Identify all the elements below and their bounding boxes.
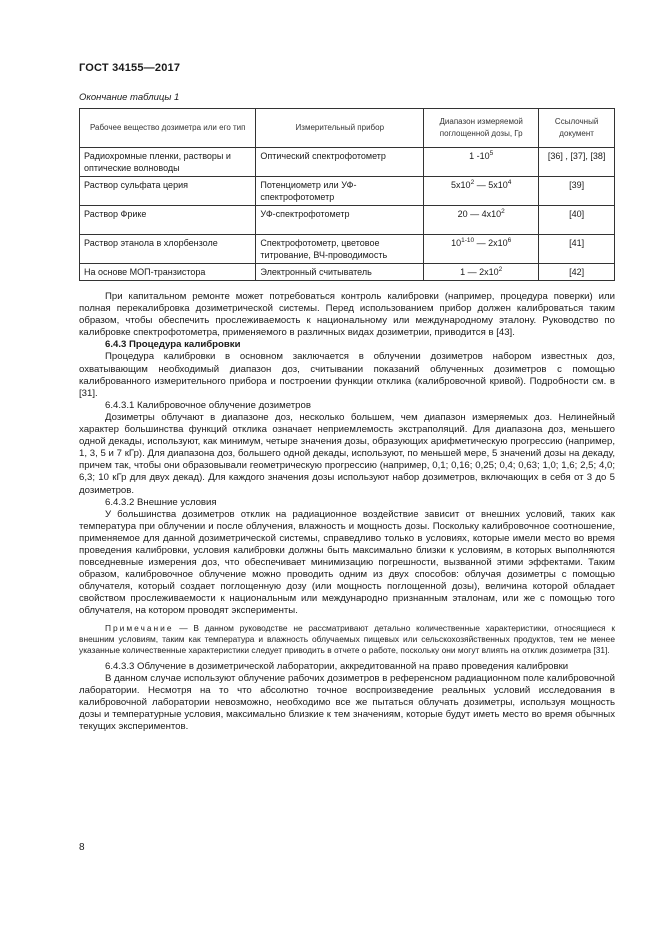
cell-reference: [36] , [37], [38] [539, 148, 615, 177]
cell-reference: [41] [539, 235, 615, 264]
cell-substance: На основе МОП-транзистора [80, 264, 256, 281]
column-header: Рабочее вещество дозиметра или его тип [80, 109, 256, 148]
table-row [80, 148, 615, 177]
column-header: Ссылочный документ [539, 109, 615, 148]
table-row [80, 235, 615, 264]
paragraph: В данном случае используют облучение рабочих дозиметров в референсном радиационном поле калибровочной лаборатории. Несмотря на то что абсолютно точное воспроизведение реальных условий исследования в калибровочной лаборатории невозможно, необходимо все же пытаться облучать дозиметры, используя мощность дозы и температурные условия, максимально близкие к тем значениям, которые будут иметь место во время обычных текущих экспериментов. [79, 672, 615, 732]
intro-paragraph: При капитальном ремонте может потребоваться контроль калибровки (например, процедура поверки) или полная перекалибровка дозиметрической системы. Перед использованием прибор должен калиброваться таким образом, чтобы обеспечить прослеживаемость к национальному или международному эталону. Руководство по калибровке спектрофотометра, применяемого в различных видах дозиметрии, приводится в [43]. [79, 291, 615, 339]
table-caption: Окончание таблицы 1 [79, 92, 180, 103]
subsection-heading: 6.4.3.2 Внешние условия [105, 496, 217, 508]
column-header: Измерительный прибор [256, 109, 424, 148]
section-heading: 6.4.3 Процедура калибровки [105, 339, 241, 351]
paragraph: Процедура калибровки в основном заключается в облучении дозиметров набором известных доз, охватывающим необходимый диапазон доз, считывании показаний облученных дозиметров с помощью калиброванного измерительного прибора и построении функции отклика (калибровочной кривой). Подробности см. в [31]. [79, 351, 615, 399]
cell-device: УФ-спектрофотометр [256, 206, 424, 235]
table-header-row [80, 109, 615, 148]
cell-range: 1 — $2х10^2$ [424, 264, 539, 281]
cell-substance: Радиохромные пленки, растворы и оптические волноводы [80, 148, 256, 177]
note-label: Примечание [105, 622, 174, 633]
dosimeter-table [79, 108, 615, 281]
paragraph: У большинства дозиметров отклик на радиационное воздействие зависит от внешних условий, таких как температура при облучении и после облучения, влажность и мощность дозы. Поскольку калибровочное соотношение, применяемое для данной дозиметрической системы, справедливо только в условиях, которые имели место во время проведения калибровки, условия калибровки должны быть максимально близки к условиям, в которых выполняются повседневные измерения доз, что обеспечивает минимизацию погрешности, вызванной этими эффектами. Таким образом, калибровочное облучение можно проводить одним из двух способов: облучая дозиметры с помощью облучателя, который создает поглощенную дозу (или мощность поглощенной дозы), величина которой обладает свойством прослеживаемости к национальным или международно признанным эталонам, или же с помощью того облучателя, на котором проводят эксперименты. [79, 508, 615, 617]
cell-device: Потенциометр или УФ-спектрофотометр [256, 177, 424, 206]
cell-reference: [39] [539, 177, 615, 206]
body-text [79, 291, 615, 733]
note [79, 623, 615, 656]
note-text: — В данном руководстве не рассматривают детально количественные характеристики, относящиеся к внешним условиям, таким как температура и влажность облучаемых пищевых или сельскохозяйственных продуктов, тем не менее указанные количественные характеристики следует приводить в отчете о работе, поскольку они могут влиять на отклик дозиметра [31]. [79, 622, 615, 655]
column-header: Диапазон измеряемой поглощенной дозы, Гр [424, 109, 539, 148]
subsection-heading: 6.4.3.3 Облучение в дозиметрической лаборатории, аккредитованной на право проведения калибровки [105, 660, 569, 672]
cell-device: Спектрофотометр, цветовое титрование, ВЧ-проводимость [256, 235, 424, 264]
table-row [80, 177, 615, 206]
cell-substance: Раствор этанола в хлорбензоле [80, 235, 256, 264]
cell-substance: Раствор сульфата церия [80, 177, 256, 206]
page-number: 8 [79, 842, 85, 853]
cell-range: $5х10^2$ — $5х10^4$ [424, 177, 539, 206]
standard-header: ГОСТ 34155—2017 [79, 62, 181, 74]
cell-range: 20 — $4х10^2$ [424, 206, 539, 235]
cell-device: Электронный считыватель [256, 264, 424, 281]
cell-reference: [42] [539, 264, 615, 281]
table-row [80, 206, 615, 235]
cell-substance: Раствор Фрике [80, 206, 256, 235]
table-row [80, 264, 615, 281]
subsection-heading: 6.4.3.1 Калибровочное облучение дозиметров [105, 399, 311, 411]
cell-device: Оптический спектрофотометр [256, 148, 424, 177]
cell-range: 10$^{1-10}$ — $2х10^6$ [424, 235, 539, 264]
cell-range: 1 $-10^5$ [424, 148, 539, 177]
paragraph: Дозиметры облучают в диапазоне доз, несколько большем, чем диапазон измеряемых доз. Нелинейный характер большинства функций отклика означает неприемлемость экстраполяций. Для диапазона доз, меньшего одной декады, используют, как минимум, четыре значения дозы, образующих арифметическую прогрессию (например, 1, 3, 5 и 7 кГр). Для диапазона доз, большего одной декады, используют, по меньшей мере, 5 значений дозы на декаду, причем так, чтобы они образовывали геометрическую прогрессию (например, 0,1; 0,16; 0,25; 0,4; 0,63; 1,0; 1,6; 2,5; 4,0; 6,3; 10 кГр для двух декад). Для каждого значения дозы используют набор дозиметров, включающих в себя от 3 до 5 дозиметров. [79, 411, 615, 496]
cell-reference: [40] [539, 206, 615, 235]
